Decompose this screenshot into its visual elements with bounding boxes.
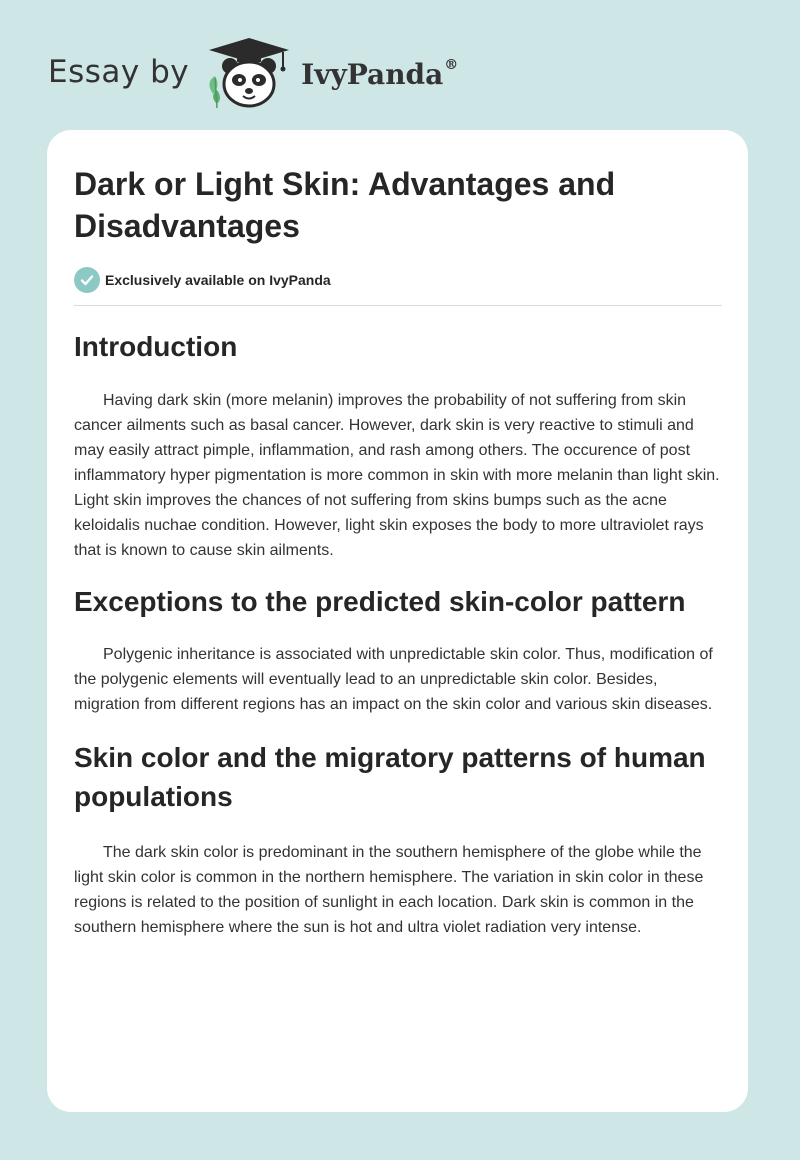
brand-text: IvyPanda	[301, 57, 444, 91]
divider	[74, 305, 722, 306]
section-body-exceptions: Polygenic inheritance is associated with unpredictable skin color. Thus, modification of the polygenic elements will eventually lead to an unpredictable skin color. Besides, migration from different regions has an impact on the skin color and various skin diseases.	[74, 646, 713, 713]
site-header	[48, 34, 508, 110]
exclusive-badge	[74, 266, 722, 294]
section-body-introduction: Having dark skin (more melanin) improves the probability of not suffering from skin cancer ailments such as basal cancer. However, dark skin is very reactive to stimuli and may easily attract pimple, inflammation, and rash among others. The occurence of post inflammatory hyper pigmentation is more common in skin with more melanin than light skin. Light skin improves the chances of not suffering from skins bumps such as the acne keloidalis nuchae condition. However, light skin exposes the body to more ultraviolet rays that is known to cause skin ailments.	[74, 392, 720, 559]
check-circle-icon	[74, 267, 100, 293]
section-heading-migratory-patterns: Skin color and the migratory patterns of human populations	[74, 742, 706, 812]
panda-graduate-logo-icon[interactable]	[203, 34, 295, 110]
section-body-migratory-patterns: The dark skin color is predominant in the southern hemisphere of the globe while the light skin color is common in the northern hemisphere. The variation in skin color in these regions is related to the position of sunlight in each location. Dark skin is common in the southern hemisphere where the sun is hot and ultra violet radiation very intense.	[74, 844, 704, 936]
essay-card	[47, 130, 748, 1112]
registered-mark: ®	[444, 57, 459, 74]
exclusive-label: Exclusively available on IvyPanda	[105, 272, 331, 288]
section-heading-exceptions: Exceptions to the predicted skin-color pattern	[74, 586, 686, 617]
essay-by-label: Essay by	[48, 54, 190, 90]
essay-title: Dark or Light Skin: Advantages and Disadvantages	[74, 166, 616, 244]
section-heading-introduction: Introduction	[74, 331, 238, 362]
brand-name[interactable]	[301, 58, 458, 91]
